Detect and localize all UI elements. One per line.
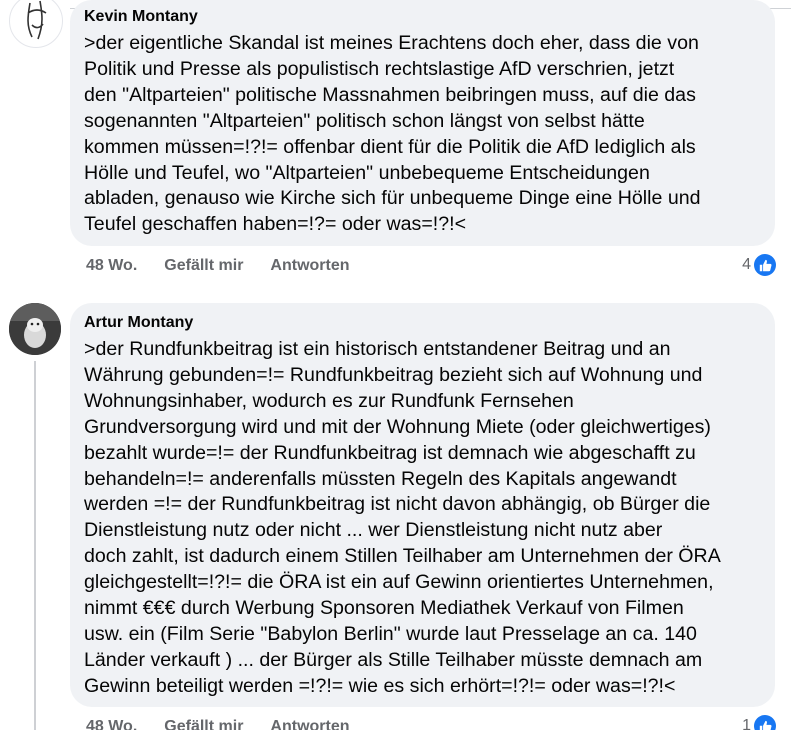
comment-timestamp[interactable]: 48 Wo. [86, 257, 138, 274]
reply-button[interactable]: Antworten [270, 257, 350, 274]
reaction-count: 1 [742, 717, 751, 730]
comment-author[interactable]: Kevin Montany [84, 8, 198, 25]
reaction-count: 4 [742, 256, 751, 273]
comment-actions [86, 718, 350, 730]
comment-bubble [70, 0, 775, 246]
avatar[interactable] [9, 303, 61, 355]
comment-actions [86, 257, 350, 275]
avatar-photo-icon [9, 303, 61, 355]
avatar[interactable] [9, 0, 63, 48]
reply-button[interactable]: Antworten [270, 718, 350, 730]
comment-text: >der Rundfunkbeitrag ist ein historisch entstandener Beitrag und an Währung gebunden=!= Rundfunkbeitrag bezieht sich auf Wohnung und Wohnungsinhaber, wodurch es zur Rundfunk Fernsehen Grundversorgung wird und mit der Wohnung Miete (oder gleichwertiges) bezahlt wurde=!= der Rundfunkbeitrag ist demnach wie abgeschafft zu behandeln=!= anderenfalls müssten Regeln des Kapitals angewandt werden =!= der Rundfunkbeitrag ist nicht davon abhängig, ob Bürger die Dienstleistung nutz oder nicht ... wer Dienstleistung nicht nutz aber doch zahlt, ist dadurch einem Stillen Teilhaber am Unternehmen der ÖRA gleichgestellt=!?!= die ÖRA ist ein auf Gewinn orientiertes Unternehmen, nimmt €€€ durch Werbung Sponsoren Mediathek Verkauf von Filmen usw. ein (Film Serie "Babylon Berlin" wurde laut Presselage an ca. 140 Länder verkauft ) ... der Bürger als Stille Teilhaber müsste demnach am Gewinn beteiligt werden =!?!= wie es sich erhört=!?!= oder was=!?!< [84, 338, 721, 697]
avatar-sketch-icon [10, 0, 62, 47]
like-button[interactable]: Gefällt mir [164, 718, 244, 730]
reaction-summary[interactable] [742, 715, 776, 730]
comment-bubble [70, 303, 775, 707]
thumbs-up-icon [754, 715, 776, 730]
comment-author[interactable]: Artur Montany [84, 314, 194, 331]
reaction-summary[interactable] [742, 254, 776, 276]
comment-timestamp[interactable]: 48 Wo. [86, 718, 138, 730]
like-button[interactable]: Gefällt mir [164, 257, 244, 274]
comment-text: >der eigentliche Skandal ist meines Erachtens doch eher, dass die von Politik und Presse als populistisch rechtslastige AfD verschrien, jetzt den "Altparteien" politische Massnahmen beibringen muss, auf die das sogenannten "Altparteien" politisch schon längst von selbst hätte kommen müssen=!?!= offenbar dient für die Politik die AfD lediglich als Hölle und Teufel, wo "Altparteien" unbebequeme Entscheidungen abladen, genauso wie Kirche sich für unbequeme Dinge eine Hölle und Teufel geschaffen haben=!?= oder was=!?!< [84, 32, 701, 236]
thread-line [34, 361, 36, 730]
thumbs-up-icon [754, 254, 776, 276]
